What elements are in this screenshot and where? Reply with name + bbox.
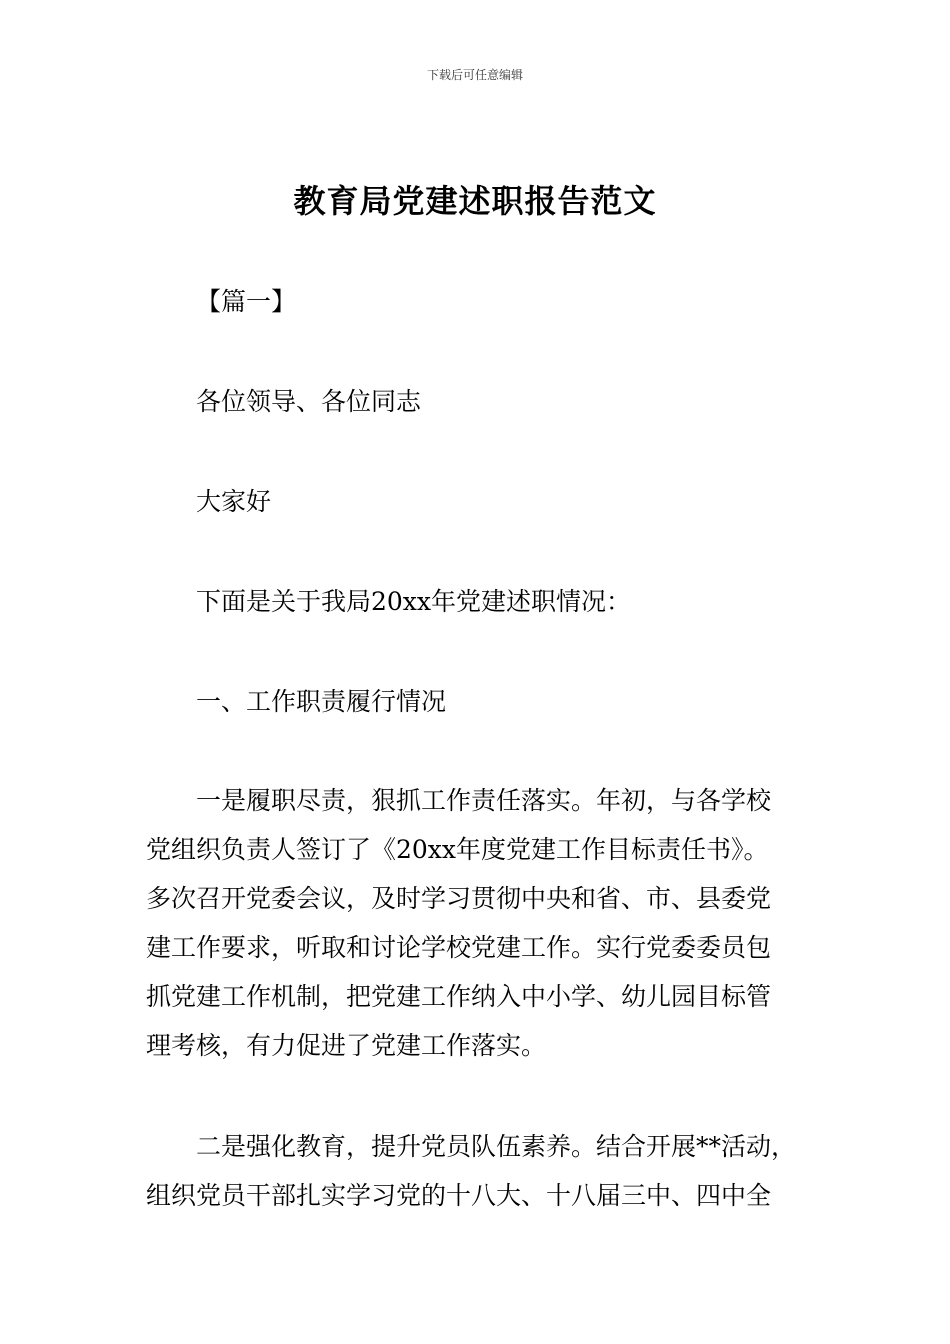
paragraph-2	[146, 1122, 836, 1220]
document-title: 教育局党建述职报告范文	[293, 182, 657, 220]
paragraph-1	[146, 776, 836, 1070]
salutation-line: 各位领导、各位同志	[196, 387, 422, 416]
paragraph-line: 党组织负责人签订了《20xx年度党建工作目标责任书》。	[146, 835, 769, 864]
paragraph-line: 抓党建工作机制，把党建工作纳入中小学、幼儿园目标管	[146, 982, 772, 1011]
paragraph-line: 二是强化教育，提升党员队伍素养。结合开展**活动，	[196, 1132, 797, 1161]
paragraph-line: 理考核，有力促进了党建工作落实。	[146, 1031, 547, 1060]
paragraph-line: 组织党员干部扎实学习党的十八大、十八届三中、四中全	[146, 1181, 772, 1210]
section-tag: 【篇一】	[196, 287, 297, 316]
intro-line: 下面是关于我局20xx年党建述职情况：	[196, 587, 632, 616]
header-note: 下载后可任意编辑	[426, 68, 523, 82]
greeting-line: 大家好	[196, 487, 272, 516]
paragraph-line: 一是履职尽责，狠抓工作责任落实。年初，与各学校	[196, 786, 772, 815]
section-heading: 一、工作职责履行情况	[196, 687, 447, 716]
paragraph-line: 建工作要求，听取和讨论学校党建工作。实行党委委员包	[146, 933, 772, 962]
paragraph-line: 多次召开党委会议，及时学习贯彻中央和省、市、县委党	[146, 884, 772, 913]
